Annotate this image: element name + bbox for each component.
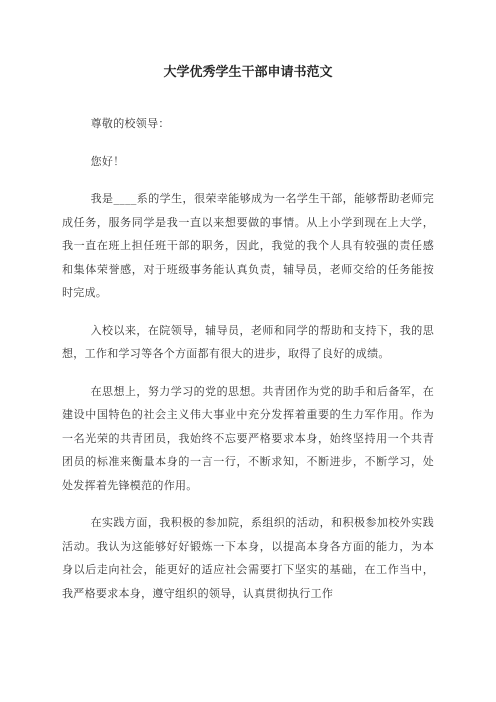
paragraph-intro: 我是____系的学生，很荣幸能够成为一名学生干部，能够帮助老师完成任务，服务同学是我一直以来想要做的事情。从上小学到现在上大学，我一直在班上担任班干部的职务，因此，我觉的我个人具有较强的责任感和集体荣誉感，对于班级事务能认真负责，辅导员，老师交给的任务能按时完成。	[62, 192, 434, 299]
paragraph-since-enrollment: 入校以来，在院领导，辅导员，老师和同学的帮助和支持下，我的思想，工作和学习等各个方面都有很大的进步，取得了良好的成绩。	[62, 323, 434, 360]
paragraph-ideology: 在思想上，努力学习的党的思想。共青团作为党的助手和后备军，在建设中国特色的社会主义伟大事业中充分发挥着重要的生力军作用。作为一名光荣的共青团员，我始终不忘要严格要求本身，始终坚持用一个共青团员的标准来衡量本身的一言一行，不断求知，不断进步，不断学习，处处发挥着先锋模范的作用。	[62, 384, 434, 492]
greeting: 您好！	[90, 154, 125, 168]
salutation: 尊敬的校领导：	[90, 117, 170, 130]
paragraph-practice: 在实践方面，我积极的参加院，系组织的活动，和积极参加校外实践活动。我认为这能够好好锻炼一下本身，以提高本身各方面的能力，为本身以后走向社会，能更好的适应社会需要打下坚实的基础，在工作当中，我严格要求本身，遵守组织的领导，认真贯彻执行工作	[62, 516, 434, 600]
document-title: 大学优秀学生干部申请书范文	[163, 65, 333, 80]
